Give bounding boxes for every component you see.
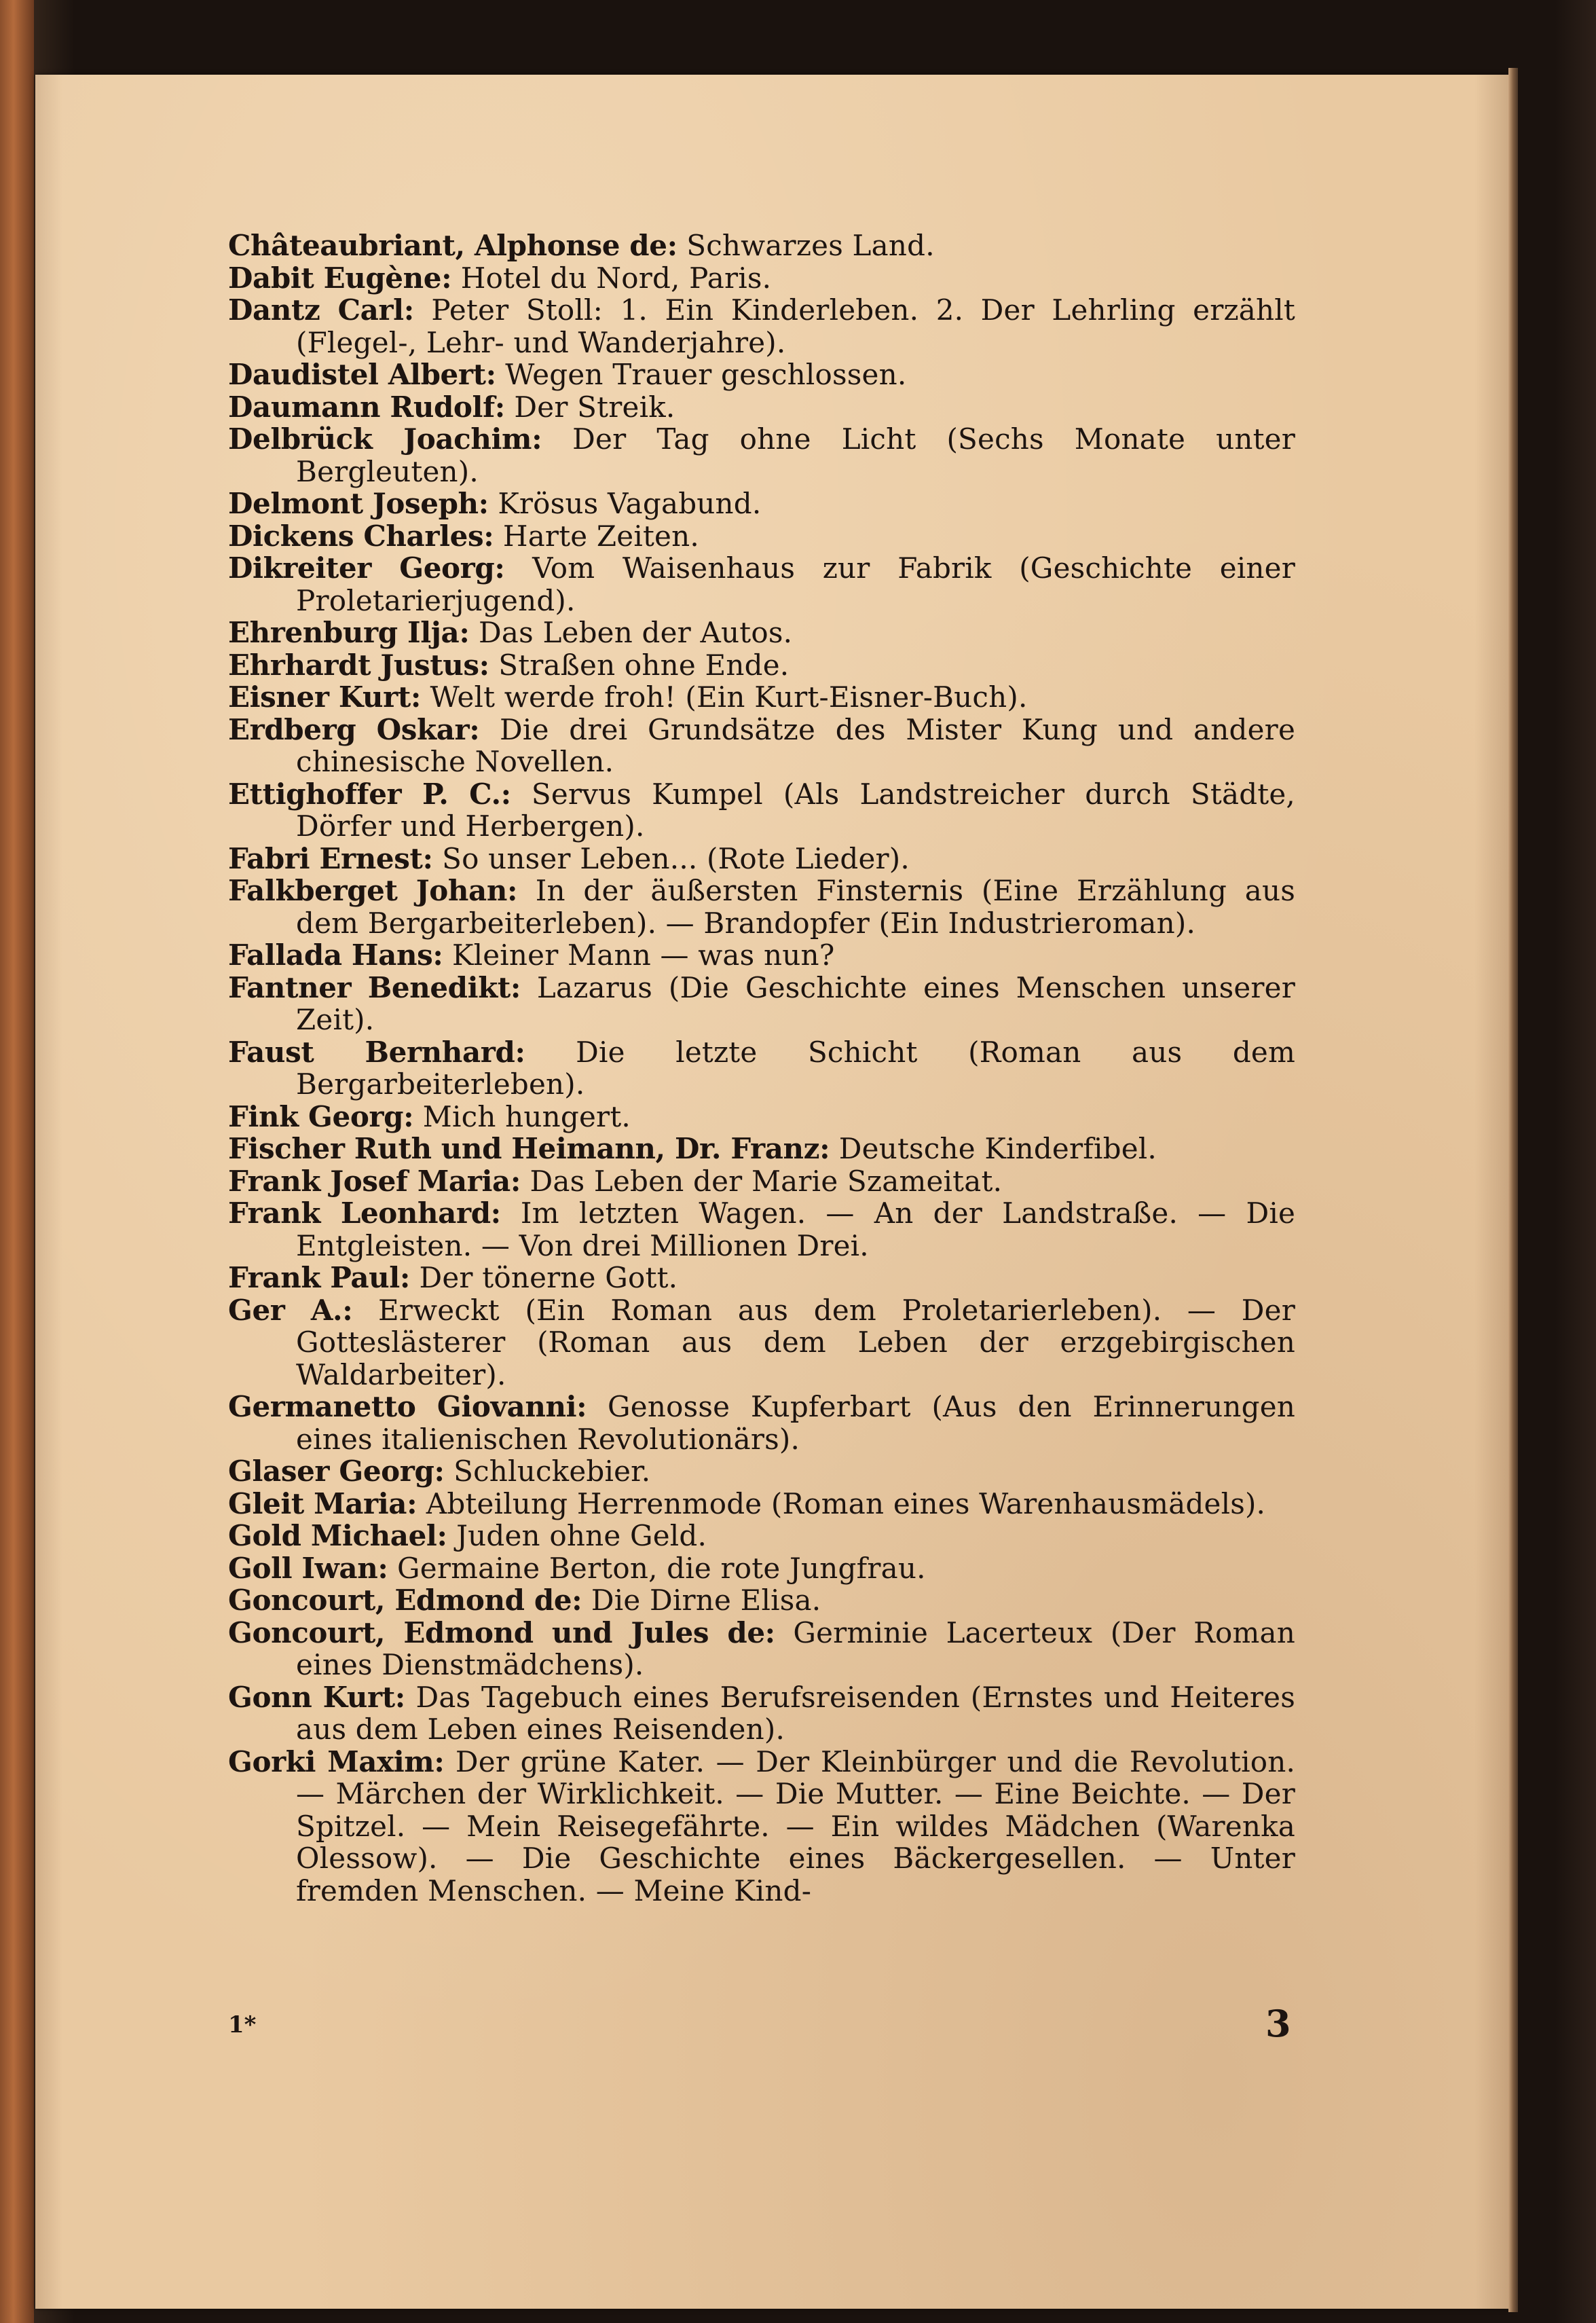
author-name: Fabri Ernest: [228,841,433,875]
author-name: Ehrhardt Justus: [228,648,489,682]
bibliography-entry [228,649,1295,682]
bibliography-entry [228,552,1295,617]
bibliography-entry [228,939,1295,972]
bibliography-entry [228,488,1295,520]
bibliography-entry [228,1262,1295,1294]
author-name: Delbrück Joachim: [228,422,542,456]
author-name: Goncourt, Edmond de: [228,1584,582,1617]
works-titles: Schluckebier. [444,1455,651,1488]
works-titles: Genosse Kupferbart (Aus den Erinnerungen eines italienischen Revolutionärs). [296,1390,1295,1456]
author-name: Eisner Kurt: [228,680,421,714]
author-name: Ettighoffer P. C.: [228,777,511,811]
author-name: Faust Bernhard: [228,1035,525,1069]
works-titles: Die letzte Schicht (Roman aus dem Bergarbeiterleben). [296,1035,1295,1101]
bibliography-entry [228,1455,1295,1488]
works-titles: Straßen ohne Ende. [489,648,790,682]
works-titles: Harte Zeiten. [494,519,699,553]
author-name: Goll Iwan: [228,1551,388,1585]
bibliography-entry [228,1036,1295,1101]
author-name: Gonn Kurt: [228,1680,405,1714]
works-titles: Der tönerne Gott. [409,1261,678,1294]
bibliography-entry [228,391,1295,424]
bibliography-entry [228,1520,1295,1552]
author-name: Frank Leonhard: [228,1196,501,1230]
author-name: Fink Georg: [228,1099,414,1133]
works-titles: Im letzten Wagen. — An der Landstraße. — Die Entgleisten. — Von drei Millionen Drei. [296,1196,1296,1262]
bibliography-entry [228,359,1295,391]
works-titles: Lazarus (Die Geschichte eines Menschen unserer Zeit). [296,970,1296,1036]
bibliography-entry [228,843,1295,875]
bibliography-entry [228,1165,1295,1198]
works-titles: Hotel du Nord, Paris. [451,261,772,295]
works-titles: Germinie Lacerteux (Der Roman eines Dienstmädchens). [296,1615,1295,1681]
works-titles: Der grüne Kater. — Der Kleinbürger und die Revolution. — Märchen der Wirklichkeit. — Die Mutter. — Eine Beichte. — Der Spitzel. — Mein Reisegefährte. — Ein wildes Mädchen (Warenka Olessow). — Die Geschichte eines Bäckergesellen. — Unter fremden Menschen. — Meine Kind- [296,1744,1295,1907]
bibliography-entry [228,520,1295,553]
author-name: Dantz Carl: [228,293,414,327]
bibliography-entry [228,230,1295,262]
author-name: Daudistel Albert: [228,358,496,391]
works-titles: Vom Waisenhaus zur Fabrik (Geschichte einer Proletarierjugend). [296,551,1295,617]
author-name: Erdberg Oskar: [228,712,480,746]
works-titles: Das Tagebuch eines Berufsreisenden (Ernstes und Heiteres aus dem Leben eines Reisenden). [296,1680,1295,1746]
author-name: Germanetto Giovanni: [228,1390,587,1423]
bibliography-entry [228,1552,1295,1585]
works-titles: Die drei Grundsätze des Mister Kung und andere chinesische Novellen. [296,712,1295,778]
author-name: Frank Josef Maria: [228,1164,521,1198]
author-name: Goncourt, Edmond und Jules de: [228,1615,775,1649]
printer-signature-mark: 1* [228,2011,257,2038]
author-name: Fallada Hans: [228,938,443,972]
works-titles: Schwarzes Land. [677,229,935,262]
works-titles: Peter Stoll: 1. Ein Kinderleben. 2. Der Lehrling erzählt (Flegel-, Lehr- und Wanderjahre). [296,293,1296,359]
bibliography-entry [228,617,1295,649]
works-titles: Das Leben der Marie Szameitat. [520,1164,1003,1198]
bibliography-entry [228,972,1295,1036]
bibliography-entry [228,875,1295,939]
bibliography-entry [228,1133,1295,1165]
works-titles: Servus Kumpel (Als Landstreicher durch Städte, Dörfer und Herbergen). [296,777,1295,843]
bibliography-entry [228,1488,1295,1520]
author-name: Dikreiter Georg: [228,551,505,585]
author-name: Ehrenburg Ilja: [228,616,470,649]
bibliography-entry [228,262,1295,295]
bibliography-entry [228,1617,1295,1681]
works-titles: Das Leben der Autos. [469,616,793,649]
author-name: Dickens Charles: [228,519,494,553]
book-spine-edge [0,0,34,2323]
author-name: Glaser Georg: [228,1455,445,1488]
bibliography-list [228,230,1295,1907]
works-titles: Juden ohne Geld. [447,1519,707,1552]
works-titles: Der Tag ohne Licht (Sechs Monate unter Bergleuten). [296,422,1296,488]
author-name: Ger A.: [228,1293,353,1327]
bibliography-entry [228,1197,1295,1262]
author-name: Daumann Rudolf: [228,390,505,424]
works-titles: Germaine Berton, die rote Jungfrau. [388,1551,926,1585]
works-titles: Krösus Vagabund. [488,487,762,520]
author-name: Dabit Eugène: [228,261,452,295]
works-titles: Erweckt (Ein Roman aus dem Proletarierleben). — Der Gotteslästerer (Roman aus dem Leben der erzgebirgischen Waldarbeiter). [296,1293,1295,1391]
works-titles: Der Streik. [504,390,675,424]
bibliography-entry [228,1584,1295,1617]
works-titles: In der äußersten Finsternis (Eine Erzählung aus dem Bergarbeiterleben). — Brandopfer (Ein Industrieroman). [296,874,1295,940]
works-titles: So unser Leben... (Rote Lieder). [432,841,910,875]
author-name: Fischer Ruth und Heimann, Dr. Franz: [228,1132,830,1165]
works-titles: Deutsche Kinderfibel. [830,1132,1157,1165]
works-titles: Mich hungert. [413,1099,631,1133]
page-stack-edge [1508,68,1518,2312]
page-number: 3 [1265,2002,1291,2045]
author-name: Frank Paul: [228,1261,410,1294]
author-name: Châteaubriant, Alphonse de: [228,229,678,262]
bibliography-entry [228,1294,1295,1391]
bibliography-entry [228,1746,1295,1907]
author-name: Gorki Maxim: [228,1744,445,1778]
works-titles: Wegen Trauer geschlossen. [496,358,907,391]
works-titles: Die Dirne Elisa. [582,1584,821,1617]
bibliography-entry [228,1681,1295,1746]
bibliography-entry [228,1391,1295,1455]
author-name: Delmont Joseph: [228,487,489,520]
works-titles: Kleiner Mann — was nun? [443,938,835,972]
author-name: Gleit Maria: [228,1486,417,1520]
author-name: Falkberget Johan: [228,874,518,907]
author-name: Fantner Benedikt: [228,970,521,1004]
bibliography-entry [228,714,1295,778]
bibliography-entry [228,778,1295,843]
author-name: Gold Michael: [228,1519,447,1552]
bibliography-entry [228,423,1295,488]
works-titles: Abteilung Herrenmode (Roman eines Warenhausmädels). [417,1486,1266,1520]
bibliography-entry [228,681,1295,714]
bibliography-entry [228,294,1295,359]
works-titles: Welt werde froh! (Ein Kurt-Eisner-Buch). [420,680,1028,714]
bibliography-entry [228,1101,1295,1133]
